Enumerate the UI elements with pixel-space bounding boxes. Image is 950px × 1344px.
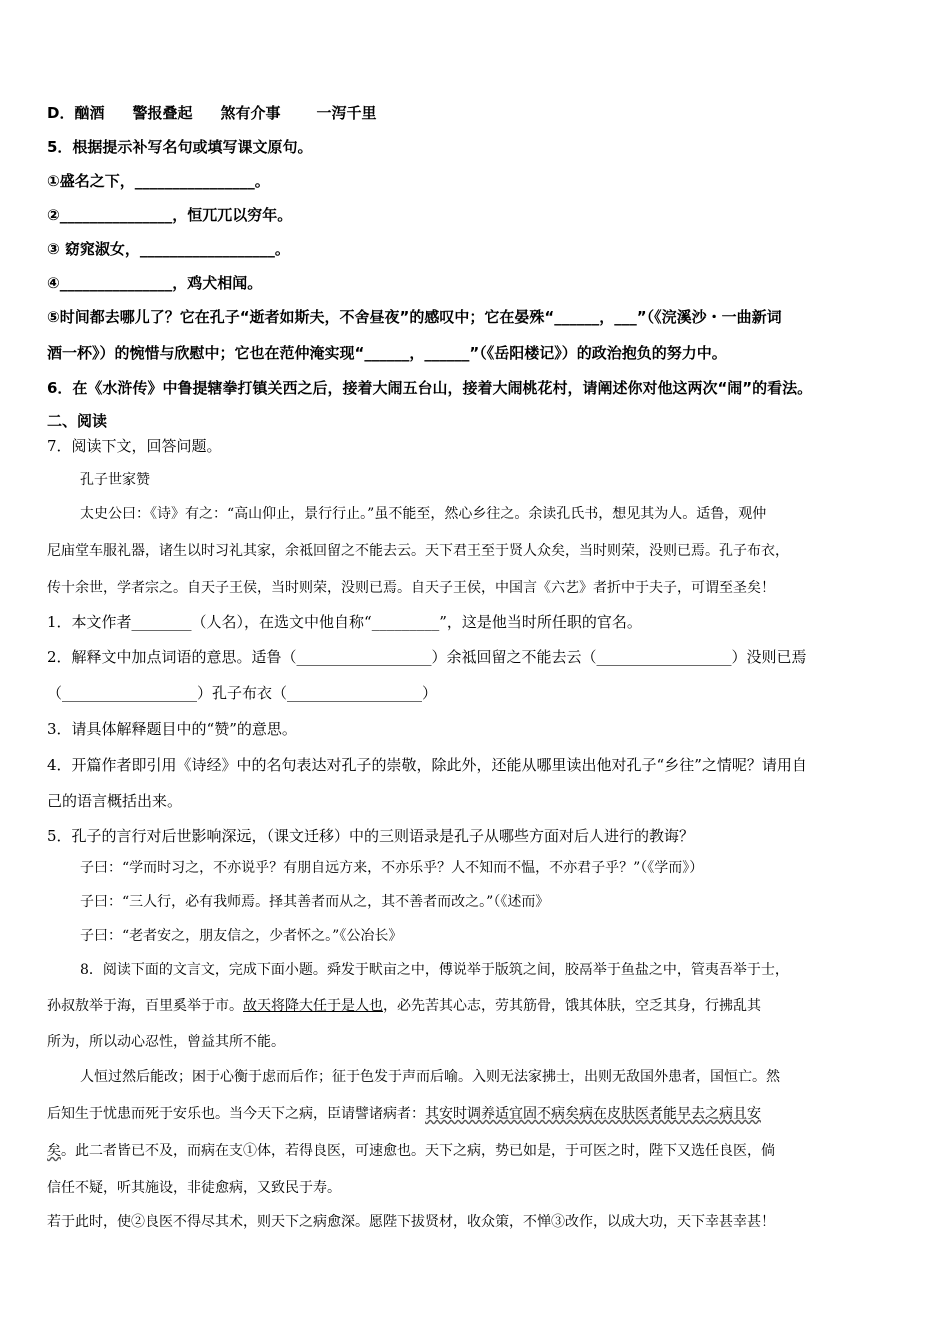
q5-item-4: ④_______________，鸡犬相闻。 <box>47 274 263 292</box>
option-d-word-4: 一泻千里 <box>316 104 377 122</box>
q8-line-6-post: 。此二者皆已不及，而病在支①体，若得良医，可速愈也。天下之病，势已如是，于可医之时，陛下又选任良医，倘 <box>61 1143 775 1159</box>
q7-sub-3: 3．请具体解释题目中的“赞”的意思。 <box>47 720 297 738</box>
q7-passage-line-3: 传十余世，学者宗之。自天子王侯，当时则荣，没则已焉。自天子王侯，中国言《六艺》者折中于夫子，可谓至圣矣！ <box>47 580 775 596</box>
q7-sub-2-line-1: 2．解释文中加点词语的意思。适鲁（__________________）余祗回留之不能去云（__________________）没则已焉 <box>47 648 807 666</box>
q8-line-2-pre: 孙叔敖举于海，百里奚举于市。 <box>47 998 243 1014</box>
q5-item-1: ①盛名之下，________________。 <box>47 172 270 190</box>
q7-passage-line-2: 尼庙堂车服礼器，诸生以时习礼其家，余祗回留之不能去云。天下君王至于贤人众矣，当时则荣，没则已焉。孔子布衣， <box>47 543 789 559</box>
q7-quote-1: 子曰：“学而时习之，不亦说乎？有朋自远方来，不亦乐乎？人不知而不愠，不亦君子乎？”（《学而》） <box>80 860 704 876</box>
q8-line-7: 信任不疑，听其施设，非徒愈病，又致民于寿。 <box>47 1180 341 1196</box>
option-d-word-2: 警报叠起 <box>132 104 193 122</box>
q8-underlined-sentence: 故天将降大任于是人也 <box>243 998 383 1014</box>
q7-sub-2-line-2: （__________________）孔子布衣（__________________） <box>47 684 438 702</box>
q6-text: 6．在《水浒传》中鲁提辖拳打镇关西之后，接着大闹五台山，接着大闹桃花村，请阐述你对他这两次“闹”的看法。 <box>47 379 813 397</box>
q5-item-3: ③ 窈窕淑女，__________________。 <box>47 240 290 258</box>
q7-quote-2: 子曰：“三人行，必有我师焉。择其善者而从之，其不善者而改之。”（《述而》 <box>80 894 550 910</box>
q7-quote-3: 子曰：“老者安之，朋友信之，少者怀之。”《公冶长》 <box>80 928 403 944</box>
option-d-label: D． <box>47 104 75 122</box>
option-d-word-1: 酗酒 <box>74 104 105 122</box>
q7-sub-4-line-1: 4．开篇作者即引用《诗经》中的名句表达对孔子的崇敬，除此外，还能从哪里读出他对孔子“乡往”之情呢？请用自 <box>47 756 807 774</box>
q8-line-4: 人恒过然后能改；困于心衡于虑而后作；征于色发于声而后喻。入则无法家拂士，出则无敌国外患者，国恒亡。然 <box>80 1069 780 1085</box>
q8-line-6 <box>47 1141 775 1161</box>
q8-wavy-sentence: 其安时调养适宜固不病矣病在皮肤医者能早去之病且安 <box>425 1106 761 1122</box>
q8-line-2 <box>47 996 761 1016</box>
q7-sub-5: 5．孔子的言行对后世影响深远，（课文迁移）中的三则语录是孔子从哪些方面对后人进行的教诲？ <box>47 827 695 845</box>
q8-line-5-pre: 后知生于忧患而死于安乐也。当今天下之病，臣请譬诸病者： <box>47 1106 425 1122</box>
q5-item-5-line-1: ⑤时间都去哪儿了？它在孔子“逝者如斯夫，不舍昼夜”的感叹中；它在晏殊“______，___”（《浣溪沙・一曲新词 <box>47 308 782 326</box>
q8-line-1: 8．阅读下面的文言文，完成下面小题。舜发于畎亩之中，傅说举于版筑之间，胶鬲举于鱼盐之中，管夷吾举于士， <box>80 962 789 978</box>
q8-line-5 <box>47 1104 761 1124</box>
option-d-word-3: 煞有介事 <box>220 104 281 122</box>
q8-wavy-sentence-end: 矣 <box>47 1143 61 1159</box>
q5-item-2: ②_______________，恒兀兀以穷年。 <box>47 206 293 224</box>
q7-passage-title: 孔子世家赞 <box>80 472 150 488</box>
q4-option-d <box>47 103 377 123</box>
q5-title: 5．根据提示补写名句或填写课文原句。 <box>47 138 313 156</box>
q7-sub-1: 1．本文作者________（人名），在选文中他自称“_________”，这是他当时所任职的官名。 <box>47 613 642 631</box>
q7-passage-line-1: 太史公曰：《诗》有之：“高山仰止，景行行止。”虽不能至，然心乡往之。余读孔氏书，想见其为人。适鲁，观仲 <box>80 506 767 522</box>
section-2-heading: 二、阅读 <box>47 412 108 430</box>
q8-line-3: 所为，所以动心忍性，曾益其所不能。 <box>47 1034 285 1050</box>
q7-intro: 7．阅读下文，回答问题。 <box>47 437 222 455</box>
q5-item-5-line-2: 酒一杯》）的惋惜与欣慰中；它也在范仲淹实现“______，______”（《岳阳楼记》）的政治抱负的努力中。 <box>47 344 727 362</box>
q8-line-8: 若于此时，使②良医不得尽其术，则天下之病愈深。愿陛下拔贤材，收众策，不惮③改作，以成大功，天下幸甚幸甚！ <box>47 1214 775 1230</box>
q7-sub-4-line-2: 己的语言概括出来。 <box>47 792 183 810</box>
q8-line-2-post: ，必先苦其心志，劳其筋骨，饿其体肤，空乏其身，行拂乱其 <box>383 998 761 1014</box>
